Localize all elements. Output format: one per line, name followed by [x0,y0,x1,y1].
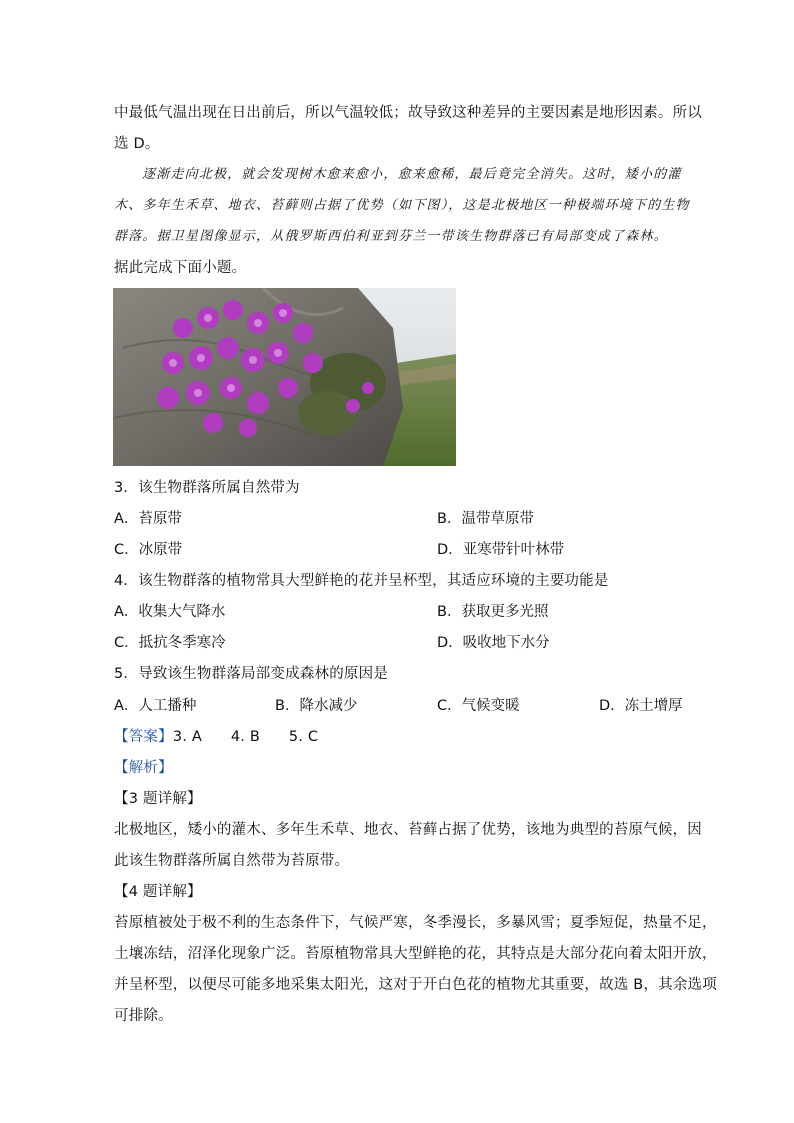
intro-line-2: 选 D。 [114,136,160,152]
detail-4-heading: 【4 题详解】 [114,884,202,900]
q4-option-a: A．收集大气降水 [114,604,226,620]
q3-option-d: D．亚寒带针叶林带 [437,542,565,558]
detail-3-line-2: 此该生物群落所属自然带为苔原带。 [114,853,350,869]
answer-label: 【答案】 [114,729,173,745]
q5-option-b: B．降水减少 [275,698,358,714]
question-3-stem: 3．该生物群落所属自然带为 [114,480,300,496]
material-line-3: 群落。据卫星图像显示，从俄罗斯西伯利亚到芬兰一带该生物群落已有局部变成了森林。 [114,229,668,244]
answer-line [114,727,318,747]
detail-4-line-4: 可排除。 [114,1008,173,1024]
detail-3-line-1: 北极地区，矮小的灌木、多年生禾草、地衣、苔藓占据了优势，该地为典型的苔原气候，因 [114,822,702,838]
material-line-1: 逐渐走向北极，就会发现树木愈来愈小，愈来愈稀，最后竟完全消失。这时，矮小的灌 [142,167,682,182]
instruction-text: 据此完成下面小题。 [114,260,247,276]
q5-option-c: C．气候变暖 [437,698,520,714]
detail-3-heading: 【3 题详解】 [114,791,202,807]
arctic-flower-photo [113,288,456,466]
analysis-label: 【解析】 [114,760,173,776]
q4-option-c: C．抵抗冬季寒冷 [114,635,226,651]
q3-option-c: C．冰原带 [114,542,183,558]
answer-text: 3. A 4. B 5. C [172,729,319,745]
question-4-stem: 4．该生物群落的植物常具大型鲜艳的花并呈杯型，其适应环境的主要功能是 [114,573,609,589]
detail-4-line-3: 并呈杯型，以便尽可能多地采集太阳光，这对于开白色花的植物尤其重要，故选 B，其余选项 [114,977,717,993]
detail-4-line-2: 土壤冻结，沼泽化现象广泛。苔原植物常具大型鲜艳的花，其特点是大部分花向着太阳开放， [114,946,717,962]
material-line-2: 木、多年生禾草、地衣、苔藓则占据了优势（如下图），这是北极地区一种极端环境下的生物 [114,198,690,213]
q3-option-a: A．苔原带 [114,511,182,527]
q5-option-d: D．冻土增厚 [599,698,683,714]
q5-option-a: A．人工播种 [114,698,197,714]
intro-line-1: 中最低气温出现在日出前后，所以气温较低；故导致这种差异的主要因素是地形因素。所以 [114,105,702,121]
q4-option-d: D．吸收地下水分 [437,635,550,651]
detail-4-line-1: 苔原植被处于极不利的生态条件下，气候严寒，冬季漫长，多暴风雪；夏季短促，热量不足， [114,915,717,931]
q3-option-b: B．温带草原带 [437,511,534,527]
question-5-stem: 5．导致该生物群落局部变成森林的原因是 [114,666,389,682]
q4-option-b: B．获取更多光照 [437,604,549,620]
